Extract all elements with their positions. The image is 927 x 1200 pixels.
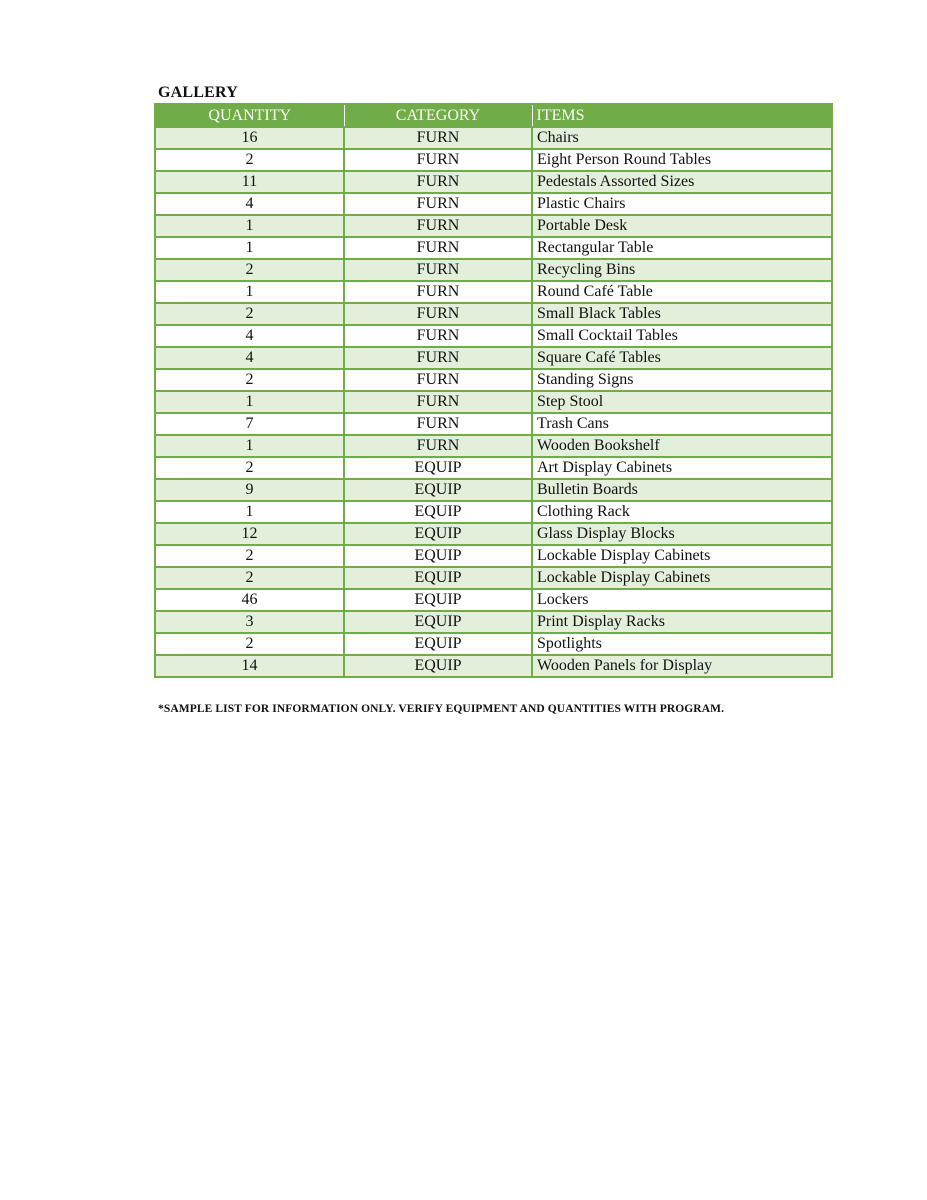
category-cell: EQUIP <box>344 479 532 501</box>
table-row <box>155 435 832 457</box>
table-row <box>155 127 832 149</box>
item-cell: Square Café Tables <box>532 347 832 369</box>
table-row <box>155 325 832 347</box>
category-cell: EQUIP <box>344 589 532 611</box>
category-cell: FURN <box>344 435 532 457</box>
table-row <box>155 611 832 633</box>
quantity-cell: 11 <box>155 171 344 193</box>
quantity-cell: 2 <box>155 303 344 325</box>
category-cell: FURN <box>344 369 532 391</box>
quantity-cell: 1 <box>155 391 344 413</box>
category-cell: EQUIP <box>344 457 532 479</box>
table-row <box>155 171 832 193</box>
item-cell: Standing Signs <box>532 369 832 391</box>
quantity-cell: 2 <box>155 369 344 391</box>
category-cell: EQUIP <box>344 567 532 589</box>
item-cell: Lockable Display Cabinets <box>532 545 832 567</box>
category-cell: FURN <box>344 237 532 259</box>
quantity-column-header: QUANTITY <box>155 104 344 127</box>
item-cell: Recycling Bins <box>532 259 832 281</box>
table-row <box>155 589 832 611</box>
table-row <box>155 567 832 589</box>
quantity-cell: 1 <box>155 215 344 237</box>
category-cell: EQUIP <box>344 545 532 567</box>
category-cell: FURN <box>344 127 532 149</box>
category-cell: EQUIP <box>344 611 532 633</box>
inventory-table <box>154 103 833 678</box>
item-cell: Step Stool <box>532 391 832 413</box>
item-cell: Lockable Display Cabinets <box>532 567 832 589</box>
item-cell: Eight Person Round Tables <box>532 149 832 171</box>
table-row <box>155 655 832 677</box>
table-body <box>155 127 832 677</box>
category-cell: FURN <box>344 215 532 237</box>
table-row <box>155 259 832 281</box>
category-cell: EQUIP <box>344 523 532 545</box>
table-row <box>155 369 832 391</box>
quantity-cell: 3 <box>155 611 344 633</box>
quantity-cell: 4 <box>155 347 344 369</box>
category-cell: FURN <box>344 193 532 215</box>
item-cell: Spotlights <box>532 633 832 655</box>
quantity-cell: 16 <box>155 127 344 149</box>
table-row <box>155 391 832 413</box>
table-row <box>155 193 832 215</box>
category-cell: FURN <box>344 149 532 171</box>
category-cell: FURN <box>344 171 532 193</box>
item-cell: Pedestals Assorted Sizes <box>532 171 832 193</box>
table-row <box>155 303 832 325</box>
footnote: *SAMPLE LIST FOR INFORMATION ONLY. VERIFY EQUIPMENT AND QUANTITIES WITH PROGRAM. <box>158 703 725 715</box>
table-header-row <box>155 104 832 127</box>
quantity-cell: 1 <box>155 237 344 259</box>
category-cell: FURN <box>344 413 532 435</box>
table-row <box>155 281 832 303</box>
table-row <box>155 149 832 171</box>
quantity-cell: 2 <box>155 545 344 567</box>
quantity-cell: 4 <box>155 325 344 347</box>
table-row <box>155 413 832 435</box>
category-cell: FURN <box>344 259 532 281</box>
item-cell: Rectangular Table <box>532 237 832 259</box>
item-cell: Small Cocktail Tables <box>532 325 832 347</box>
item-cell: Plastic Chairs <box>532 193 832 215</box>
item-cell: Print Display Racks <box>532 611 832 633</box>
category-cell: FURN <box>344 347 532 369</box>
quantity-cell: 2 <box>155 567 344 589</box>
quantity-cell: 14 <box>155 655 344 677</box>
quantity-cell: 2 <box>155 633 344 655</box>
item-cell: Glass Display Blocks <box>532 523 832 545</box>
category-cell: EQUIP <box>344 633 532 655</box>
item-cell: Wooden Panels for Display <box>532 655 832 677</box>
table-row <box>155 523 832 545</box>
table-row <box>155 501 832 523</box>
item-cell: Small Black Tables <box>532 303 832 325</box>
table-row <box>155 347 832 369</box>
item-cell: Wooden Bookshelf <box>532 435 832 457</box>
quantity-cell: 12 <box>155 523 344 545</box>
quantity-cell: 2 <box>155 457 344 479</box>
item-cell: Portable Desk <box>532 215 832 237</box>
table-row <box>155 479 832 501</box>
category-cell: FURN <box>344 325 532 347</box>
item-cell: Chairs <box>532 127 832 149</box>
quantity-cell: 1 <box>155 501 344 523</box>
item-cell: Bulletin Boards <box>532 479 832 501</box>
item-cell: Lockers <box>532 589 832 611</box>
item-cell: Clothing Rack <box>532 501 832 523</box>
quantity-cell: 1 <box>155 435 344 457</box>
quantity-cell: 7 <box>155 413 344 435</box>
category-column-header: CATEGORY <box>344 104 532 127</box>
table-row <box>155 457 832 479</box>
quantity-cell: 1 <box>155 281 344 303</box>
quantity-cell: 2 <box>155 149 344 171</box>
page-title: GALLERY <box>158 84 238 101</box>
table-row <box>155 545 832 567</box>
quantity-cell: 9 <box>155 479 344 501</box>
category-cell: FURN <box>344 303 532 325</box>
item-cell: Round Café Table <box>532 281 832 303</box>
table-row <box>155 215 832 237</box>
item-cell: Art Display Cabinets <box>532 457 832 479</box>
quantity-cell: 2 <box>155 259 344 281</box>
category-cell: EQUIP <box>344 655 532 677</box>
quantity-cell: 46 <box>155 589 344 611</box>
quantity-cell: 4 <box>155 193 344 215</box>
table-row <box>155 237 832 259</box>
items-column-header: ITEMS <box>532 104 832 127</box>
category-cell: FURN <box>344 281 532 303</box>
category-cell: EQUIP <box>344 501 532 523</box>
table-row <box>155 633 832 655</box>
item-cell: Trash Cans <box>532 413 832 435</box>
category-cell: FURN <box>344 391 532 413</box>
